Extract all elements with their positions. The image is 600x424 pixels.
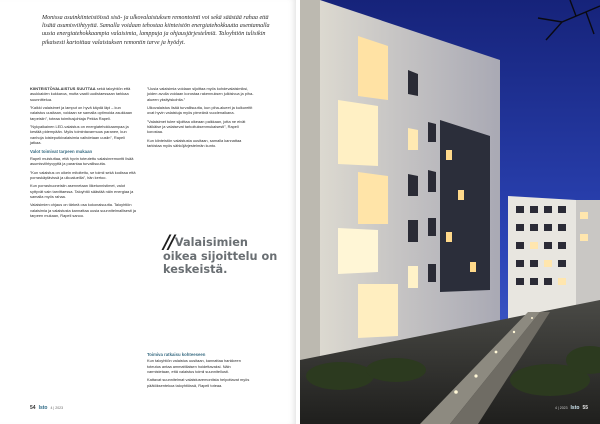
text-column-left <box>30 86 137 221</box>
body-paragraph: ”Nykyaikainen LED-valaistus on energiatehokkaampaa ja kestää pidempään. Myös toimintavarmuus paranee, kun vanhoja loisteputkivalaisimia vaihdetaan uusiin”, Rapeli jatkaa. <box>30 124 129 146</box>
page-number: 55 <box>582 405 588 411</box>
magazine-logo: Isto <box>38 405 48 411</box>
page-footer-left <box>30 405 63 411</box>
issue-label: 4 | 2023 <box>50 406 64 410</box>
body-paragraph: ”Kun valaistus on oikein mitoitettu, se toimii sekä kodissa että porraskäytävissä ja ulkoalueilla”, hän kertoo. <box>30 169 136 180</box>
magazine-logo: Isto <box>570 405 580 411</box>
issue-label: 4 | 2023 <box>554 406 568 410</box>
lead-paragraph: Monissa asuinkiinteistöissä sisä- ja ulkovalaistuksen remontointi voi sekä säästää rahaa että lisätä asumisviihtyyttä. Samalla voidaan tehostaa kiinteistön energiatehokkuutta asentamalla uusia energiatehokkaampia valaisimia, lamppuja ja ohjausjärjestelmiä. Taloyhtiön tulisikin pikaisesti kartoittaa valaistuksen remontin tarve ja hyödyt. <box>42 15 270 46</box>
body-paragraph: ”Kaikki valaisimet ja lamput on hyvä käydä läpi – kun valaistus uusitaan, voidaan se samalla optimoida asukkaan tarpeisiin”, toteaa toimitusjohtaja Pekka Rapeli. <box>30 105 133 121</box>
body-paragraph: Valaisimien ohjaus on tärkeä osa kokonaisuutta. Taloyhtiön valaisimia ja valaistusta kannattaa uusia suunnitelmallisesti ja tarpeen mukaan, Rapeli sanoo. <box>30 202 136 218</box>
intro-paragraph <box>30 86 137 102</box>
body-paragraph: Ulkovalaistus lisää turvallisuutta, kun piha-alueet ja kulkureitit ovat hyvin valaistuja myös pimeänä vuodenaikana. <box>147 105 253 116</box>
body-paragraph: ”Valaisimet tulee sijoittaa oikeaan paikkaan, jotta ne eivät häikäise ja valaisevat tarkoituksenmukaisesti”, Rapeli korostaa. <box>147 118 246 135</box>
body-paragraph: Kun porrashuoneisiin asennetaan liiketunnistimet, valot syttyvät vain tarvittaessa. Taloyhtiö säästää näin energiaa ja samalla myös rahaa. <box>30 183 134 199</box>
text-column-right <box>147 86 254 151</box>
section-heading: Toimiva ratkaisu kohteeseen <box>147 352 206 357</box>
intro-lead: KIINTEISTÖVALAISTUS SUUTTAA <box>30 86 96 91</box>
right-page <box>300 0 600 424</box>
balcony-block <box>440 120 490 292</box>
body-paragraph: ”Uusia valaisimia voidaan sijoittaa myös kohdevalaisimiksi, joiden avulla voidaan korostaa rakennuksen julkisivua ja piha-alueen yksityiskohtia.” <box>147 86 254 102</box>
page-footer-right <box>555 405 588 411</box>
body-paragraph: Kun kiinteistön valaistusta uusitaan, samalla kannattaa tarkistaa myös sähköjärjestelmän kunto. <box>147 137 242 149</box>
body-paragraph: Kun taloyhtiön valaistus uusitaan, kannattaa hankkeen toteutus antaa ammattilaisen hoidettavaksi. Näin varmistetaan, että valaistus toimii suunnitellusti. <box>147 358 241 375</box>
section-heading: Valot toimivat tarpeen mukaan <box>30 149 93 155</box>
text-column-right-lower <box>147 348 254 391</box>
pull-quote <box>163 231 283 277</box>
left-page <box>0 0 296 424</box>
body-paragraph: Rapeli muistuttaa, että hyvin toteutettu valaisinremontti lisää asumisviihtyvyyttä ja parantaa turvallisuutta. <box>30 155 134 167</box>
body-paragraph: Kattavat suunnitelmat valaistusremontista helpottavat myös päätöksentekoa taloyhtiössä, Rapeli toteaa. <box>147 377 250 388</box>
building-photo <box>300 0 600 424</box>
pull-quote-text: Valaisimien oikea sijoittelu on keskeistä. <box>163 236 278 277</box>
quote-mark-icon: // <box>163 231 173 253</box>
page-number: 54 <box>30 405 36 411</box>
intro-rest: sekä taloyhtiön että asukkaiden kukkaroa, mutta vaatii uudistaessaan tarkkaa suunnittelua. <box>30 86 131 102</box>
